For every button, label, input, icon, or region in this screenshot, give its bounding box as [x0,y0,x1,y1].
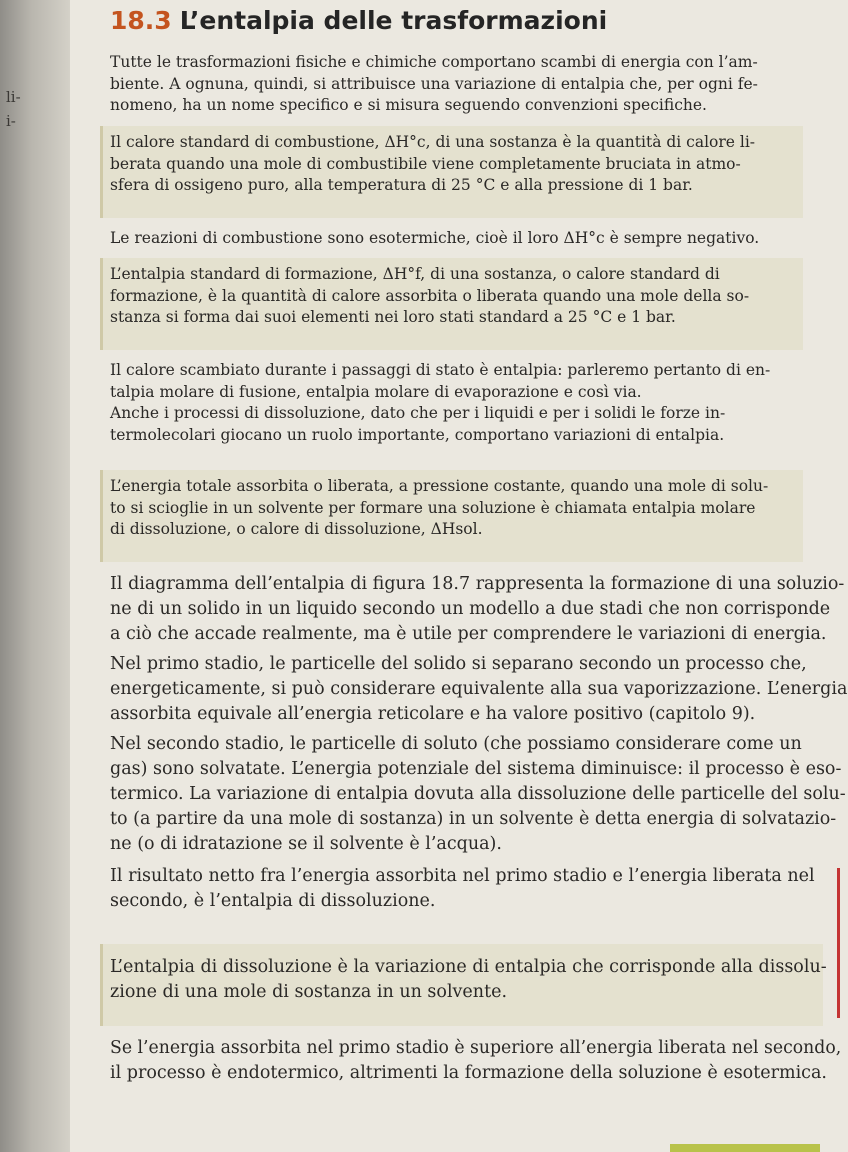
text-line: ne (o di idratazione se il solvente è l’acqua). [110,834,502,854]
combustion-note [110,228,759,250]
text-line: ne di un solido in un liquido secondo un modello a due stadi che non corrisponde [110,599,831,619]
text-line: Il calore scambiato durante i passaggi di stato è entalpia: parleremo pertanto di en- [110,361,771,379]
text-line: to (a partire da una mole di sostanza) in un solvente è detta energia di solvatazio- [110,809,837,829]
text-line: Anche i processi di dissoluzione, dato che per i liquidi e per i solidi le forze in- [110,404,726,422]
text-line: termolecolari giocano un ruolo importante, comportano variazioni di entalpia. [110,425,725,444]
definition-dissolution [110,476,768,541]
stage-one-paragraph [110,652,847,727]
intro-paragraph [110,52,758,117]
text-line: Le reazioni di combustione sono esotermiche, cioè il loro ΔH°c è sempre negativo. [110,229,760,247]
text-line: Il calore standard di combustione, ΔH°c, di una sostanza è la quantità di calore li- [110,133,756,151]
text-line: L’energia totale assorbita o liberata, a pressione costante, quando una mole di solu- [110,477,769,495]
text-line: termico. La variazione di entalpia dovuta alla dissoluzione delle particelle del solu- [110,784,846,804]
result-paragraph [110,864,815,914]
text-line: Tutte le trasformazioni fisiche e chimiche comportano scambi di energia con l’am- [110,53,758,71]
text-line: zione di una mole di sostanza in un solvente. [110,982,508,1002]
page-footer-bar [670,1144,820,1152]
section-number: 18.3 [110,6,172,35]
text-line: di dissoluzione, o calore di dissoluzione, ΔHsol. [110,520,483,538]
text-line: formazione, è la quantità di calore assorbita o liberata quando una mole della so- [110,286,750,305]
stage-two-paragraph [110,732,846,857]
text-line: a ciò che accade realmente, ma è utile per comprendere le variazioni di energia. [110,624,827,644]
text-line: biente. A ognuna, quindi, si attribuisce una variazione di entalpia che, per ogni fe- [110,74,758,93]
text-line: Se l’energia assorbita nel primo stadio è superiore all’energia liberata nel secondo, [110,1038,842,1058]
margin-fragment: li- [6,88,21,106]
text-line: talpia molare di fusione, entalpia molare di evaporazione e così via. [110,382,642,401]
text-line: berata quando una mole di combustibile viene completamente bruciata in atmo- [110,154,741,173]
section-title: L’entalpia delle trasformazioni [179,6,608,35]
textbook-page [70,0,848,1152]
text-line: Il risultato netto fra l’energia assorbita nel primo stadio e l’energia liberata nel [110,866,815,886]
text-line: stanza si forma dai suoi elementi nei loro stati standard a 25 °C e 1 bar. [110,308,676,326]
section-heading [110,6,607,35]
margin-fragment: i- [6,112,16,130]
text-line: assorbita equivale all’energia reticolare e ha valore positivo (capitolo 9). [110,704,756,724]
diagram-paragraph [110,572,844,647]
text-line: L’entalpia standard di formazione, ΔH°f, di una sostanza, o calore standard di [110,265,720,283]
text-line: Il diagramma dell’entalpia di figura 18.7 rappresenta la formazione di una soluzio- [110,574,845,594]
text-line: secondo, è l’entalpia di dissoluzione. [110,891,436,911]
text-line: il processo è endotermico, altrimenti la formazione della soluzione è esotermica. [110,1063,827,1083]
definition-formation [110,264,749,329]
text-line: sfera di ossigeno puro, alla temperatura di 25 °C e alla pressione di 1 bar. [110,176,693,194]
text-line: Nel secondo stadio, le particelle di soluto (che possiamo considerare come un [110,734,802,754]
text-line: nomeno, ha un nome specifico e si misura seguendo convenzioni specifiche. [110,96,707,114]
text-line: energeticamente, si può considerare equivalente alla sua vaporizzazione. L’energia [110,679,848,699]
book-gutter [0,0,70,1152]
phase-change-paragraph [110,360,770,446]
text-line: to si scioglie in un solvente per formare una soluzione è chiamata entalpia molare [110,498,756,517]
text-line: Nel primo stadio, le particelle del solido si separano secondo un processo che, [110,654,807,674]
text-line: L’entalpia di dissoluzione è la variazione di entalpia che corrisponde alla dissolu- [110,957,827,977]
final-paragraph [110,1036,841,1086]
definition-enthalpy [110,955,827,1005]
definition-combustion [110,132,755,197]
text-line: gas) sono solvatate. L’energia potenziale del sistema diminuisce: il processo è eso- [110,759,842,779]
margin-rule [837,868,840,1018]
